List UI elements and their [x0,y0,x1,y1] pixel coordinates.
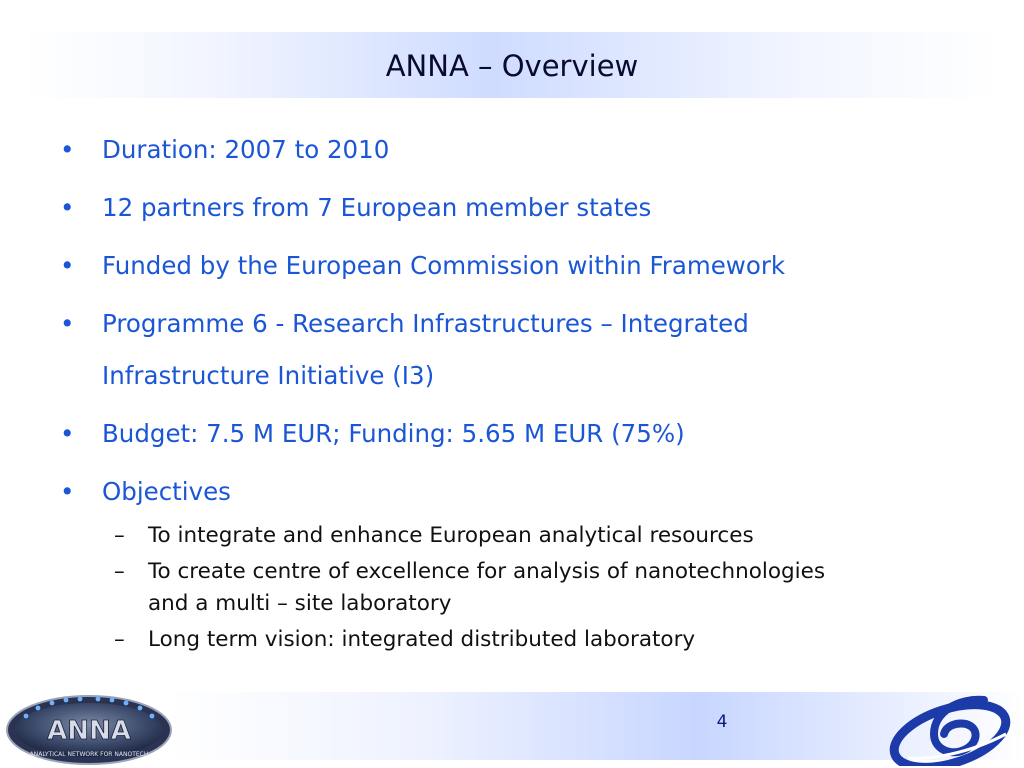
bullet-text: Programme 6 - Research Infrastructures – Integrated [102,309,749,338]
bullet-marker: • [60,477,75,506]
sub-bullet-text: Long term vision: integrated distributed laboratory [148,627,696,652]
slide-title: ANNA – Overview [385,49,639,83]
sub-bullet-text: To integrate and enhance European analytical resources [148,523,754,548]
bullet-marker: • [60,419,75,448]
bullet-text-continued: Infrastructure Initiative (I3) [102,361,435,390]
bullet-text: Funded by the European Commission within Framework [102,251,786,280]
sub-bullet-list [60,520,990,656]
bullet-text: Budget: 7.5 M EUR; Funding: 5.65 M EUR (75%) [102,419,685,448]
anna-logo-wordmark: ANNA [47,716,131,746]
sub-bullet-item [102,624,990,656]
sub-bullet-text-continued: and a multi – site laboratory [148,591,452,616]
fp6-logo-icon [888,694,1020,766]
sub-bullet-marker: – [114,523,125,548]
sub-bullet-text: To create centre of excellence for analysis of nanotechnologies [148,559,826,584]
anna-logo-icon [4,694,174,766]
bullet-item [60,408,990,460]
slide-content [60,124,990,660]
sub-bullet-item [102,520,990,552]
bullet-marker: • [60,309,75,338]
page-number: 4 [716,712,728,732]
sub-bullet-item [102,556,990,620]
bullet-item [60,240,990,292]
bullet-item [60,124,990,176]
bullet-text: Objectives [102,477,231,506]
bullet-item [60,182,990,234]
sub-bullet-marker: – [114,559,125,584]
bullet-text: 12 partners from 7 European member states [102,193,652,222]
bullet-text: Duration: 2007 to 2010 [102,135,390,164]
bullet-marker: • [60,251,75,280]
anna-logo-ring-text: ANALYTICAL NETWORK FOR NANOTECH [29,751,149,758]
bullet-item [60,298,990,402]
bullet-marker: • [60,135,75,164]
bullet-item [60,466,990,518]
bullet-marker: • [60,193,75,222]
sub-bullet-marker: – [114,627,125,652]
